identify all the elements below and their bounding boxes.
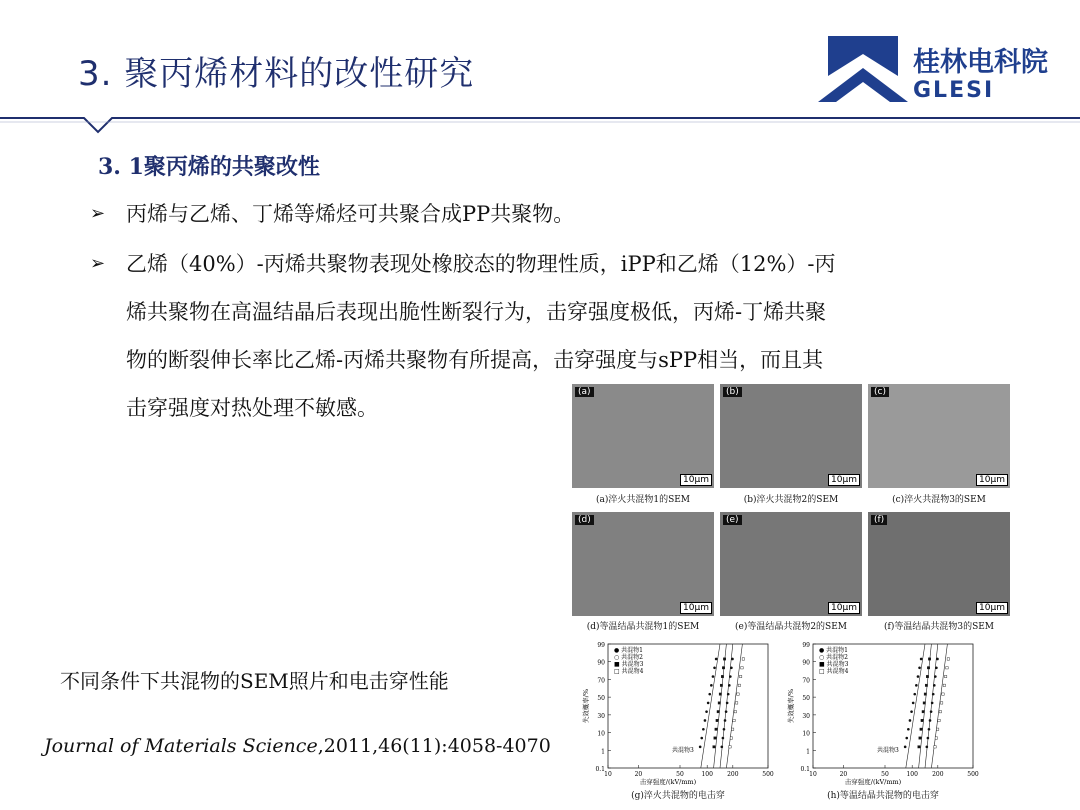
data-point [724,719,727,722]
y-axis-label: 失效概率/% [787,688,795,724]
legend-entry: ● 共混物1 [819,647,848,654]
data-point [715,728,717,730]
data-point [936,728,938,730]
data-point [932,693,935,696]
data-point [729,746,731,748]
y-tick-label: 70 [597,677,605,685]
data-point [944,675,946,677]
sem-image-c: (c) 10μm [868,384,1010,488]
breakdown-plot-quenched [580,636,780,788]
data-point [702,728,705,731]
y-tick-label: 50 [802,695,810,703]
x-tick-label: 100 [906,771,918,778]
data-point [927,667,929,669]
y-tick-label: 10 [802,730,810,738]
y-tick-label: 99 [597,642,605,649]
data-point [714,737,716,739]
x-tick-label: 20 [839,771,848,778]
data-point [726,702,729,705]
header-rule [0,110,1080,140]
y-tick-label: 1 [806,748,810,756]
data-point [725,710,728,713]
y-tick-label: 0.1 [800,766,810,773]
y-tick-label: 30 [597,712,605,720]
data-point [940,702,942,704]
breakdown-plot-isothermal [785,636,985,788]
y-tick-label: 30 [802,712,810,720]
data-point [731,658,734,661]
sem-image-f: (f) 10μm [868,512,1010,616]
data-point [699,746,702,749]
data-point [741,667,743,669]
plot-caption: (h)等温结晶共混物的电击穿 [827,791,939,801]
data-point [713,746,715,748]
data-point [915,684,918,687]
x-axis-label: 击穿强度/(kV/mm) [639,778,697,786]
x-tick-label: 10 [809,771,817,778]
data-point [733,719,735,721]
y-axis-label: 失效概率/% [582,688,590,724]
y-tick-label: 90 [597,659,605,667]
data-point [735,702,737,704]
logo-mark-icon [818,36,908,106]
data-point [910,710,913,713]
data-point [904,746,907,749]
data-point [935,737,937,739]
y-tick-label: 90 [802,659,810,667]
data-point [727,693,730,696]
data-point [946,667,948,669]
bullet-text: 物的断裂伸长率比乙烯-丙烯共聚物有所提高，击穿强度与sPP相当，而且其 [126,348,824,372]
x-tick-label: 50 [676,771,684,778]
fit-line [931,644,947,768]
data-point [715,658,718,661]
data-point [918,746,920,748]
data-point [730,737,732,739]
data-point [934,675,937,678]
legend-entry: ● 共混物1 [614,647,643,654]
data-point [929,719,932,722]
plot-caption: (g)淬火共混物的电击穿 [631,791,725,801]
data-point [930,710,933,713]
sem-caption: (b)淬火共混物2的SEM [743,495,839,505]
data-point [728,684,731,687]
x-axis-label: 击穿强度/(kV/mm) [844,778,902,786]
fit-line [714,644,727,768]
sem-image-d: (d) 10μm [572,512,714,616]
sem-caption: (f)等温结晶共混物3的SEM [883,622,995,632]
data-point [923,702,925,704]
data-point [939,710,941,712]
page-title: 3. 聚丙烯材料的改性研究 [78,54,475,94]
data-point [909,719,912,722]
data-point [731,728,733,730]
fit-line [701,644,720,768]
data-point [721,746,724,749]
data-point [710,684,713,687]
data-point [936,658,939,661]
y-tick-label: 1 [601,748,605,756]
data-point [922,710,924,712]
data-point [742,658,744,660]
legend-entry: □ 共混物4 [819,668,849,675]
fit-line [925,644,938,768]
data-point [912,702,915,705]
data-point [933,684,936,687]
data-point [921,719,923,721]
x-tick-label: 500 [967,771,979,778]
data-point [713,666,716,669]
data-point [737,693,739,695]
sem-caption: (e)等温结晶共混物2的SEM [734,622,848,632]
sem-caption: (a)淬火共混物1的SEM [595,495,691,505]
logo [818,36,1068,106]
data-point [705,710,708,713]
data-point [918,666,921,669]
data-point [718,702,720,704]
data-point [927,737,930,740]
data-point [707,702,710,705]
sem-caption: (c)淬火共混物3的SEM [892,495,986,505]
sem-image-b: (b) 10μm [720,384,862,488]
data-point [913,693,916,696]
x-tick-label: 50 [881,771,889,778]
bullet-text: 击穿强度对热处理不敏感。 [126,396,378,420]
data-point [723,658,725,660]
data-point [719,693,721,695]
data-point [708,693,711,696]
citation-details: ,2011,46(11):4058-4070 [317,735,551,757]
data-point [907,728,910,731]
data-point [730,666,733,669]
citation [44,735,551,757]
data-point [712,675,715,678]
data-point [938,719,940,721]
plot-annotation: 共混物3 [672,747,694,754]
fit-line [720,644,733,768]
data-point [729,675,732,678]
arrow-bullet-icon: ➢ [90,203,106,224]
y-tick-label: 70 [802,677,810,685]
data-point [926,675,928,677]
fit-line [906,644,925,768]
data-point [723,728,726,731]
data-point [738,684,740,686]
data-point [717,710,719,712]
x-tick-label: 10 [604,771,612,778]
data-point [700,737,703,740]
data-point [720,684,722,686]
legend-entry: ○ 共混物2 [614,654,643,661]
fit-line [919,644,932,768]
logo-cn: 桂林电科院 [913,47,1048,78]
x-tick-label: 100 [701,771,713,778]
data-point [942,693,944,695]
bullet-text: 乙烯（40%）-丙烯共聚物表现处橡胶态的物理性质，iPP和乙烯（12%）-丙 [126,252,836,276]
plot-annotation: 共混物3 [877,747,899,754]
data-point [919,737,921,739]
data-point [924,693,926,695]
data-point [935,666,938,669]
data-point [905,737,908,740]
x-tick-label: 200 [932,771,944,778]
arrow-bullet-icon: ➢ [90,253,106,274]
data-point [739,675,741,677]
data-point [917,675,920,678]
bullet-text: 烯共聚物在高温结晶后表现出脆性断裂行为，击穿强度极低，丙烯-丁烯共聚 [126,300,827,324]
x-tick-label: 200 [727,771,739,778]
data-point [926,746,929,749]
section-subtitle: 3. 1聚丙烯的共聚改性 [98,154,320,180]
x-tick-label: 20 [634,771,643,778]
figure-caption: 不同条件下共混物的SEM照片和电击穿性能 [60,669,449,693]
data-point [721,675,723,677]
legend-entry: ○ 共混物2 [819,654,848,661]
data-point [704,719,707,722]
fit-line [726,644,742,768]
data-point [734,710,736,712]
logo-en: GLESI [913,78,995,103]
citation-journal: Journal of Materials Science [44,735,318,757]
sem-image-a: (a) 10μm [572,384,714,488]
x-tick-label: 500 [762,771,774,778]
y-tick-label: 50 [597,695,605,703]
data-point [928,658,930,660]
data-point [931,702,934,705]
data-point [716,719,718,721]
data-point [920,658,923,661]
sem-image-e: (e) 10μm [720,512,862,616]
data-point [722,667,724,669]
y-tick-label: 10 [597,730,605,738]
data-point [920,728,922,730]
legend-entry: ■ 共混物3 [614,661,644,668]
bullet-text: 丙烯与乙烯、丁烯等烯烃可共聚合成PP共聚物。 [126,202,575,226]
y-tick-label: 0.1 [595,766,605,773]
data-point [947,658,949,660]
data-point [934,746,936,748]
data-point [925,684,927,686]
sem-caption: (d)等温结晶共混物1的SEM [586,622,700,632]
data-point [722,737,725,740]
legend-entry: ■ 共混物3 [819,661,849,668]
y-tick-label: 99 [802,642,810,649]
data-point [928,728,931,731]
legend-entry: □ 共混物4 [614,668,644,675]
data-point [943,684,945,686]
